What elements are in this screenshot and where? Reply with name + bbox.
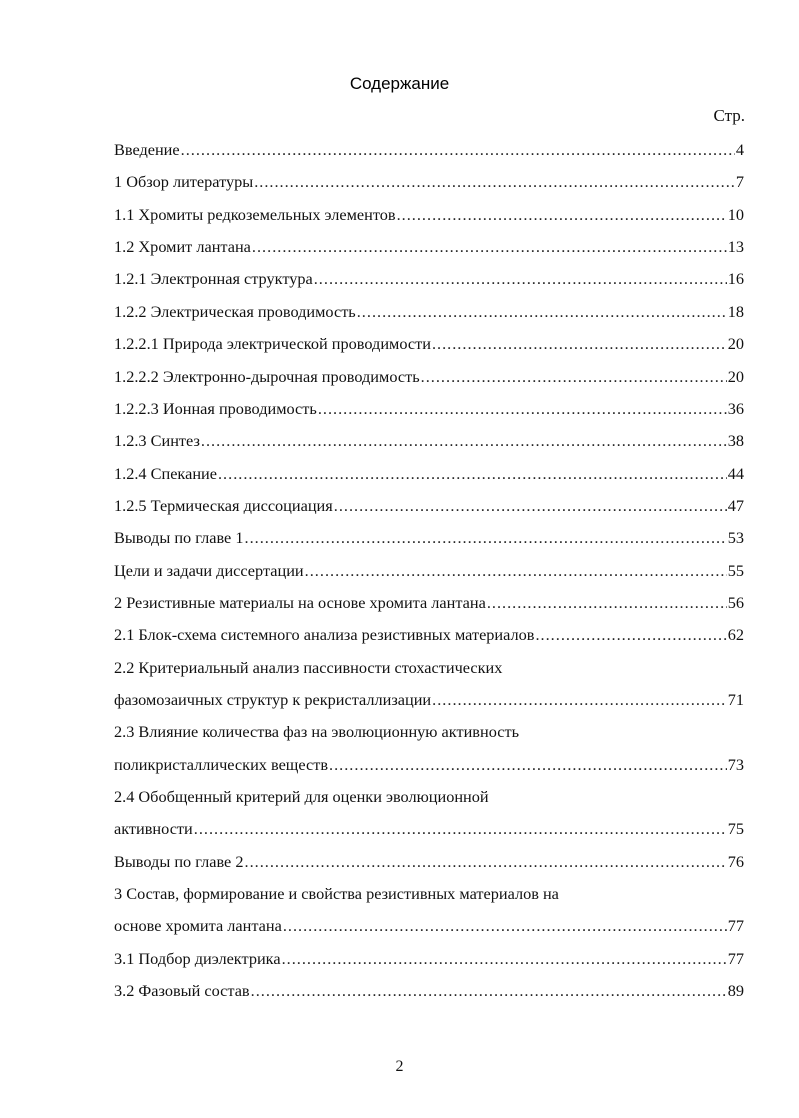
toc-leader-dots <box>314 269 727 289</box>
toc-entry-page: 36 <box>727 398 744 418</box>
toc-entry <box>114 496 744 518</box>
toc-entry <box>114 172 744 194</box>
toc-entry-title: 1.2.2 Электрическая проводимость <box>114 301 356 321</box>
toc-entry <box>114 561 744 583</box>
toc-entry-page: 77 <box>727 948 744 968</box>
toc-entry-title: 2 Резистивные материалы на основе хромита лантана <box>114 592 486 612</box>
toc-entry-page: 56 <box>727 592 744 612</box>
page-column-label: Стр. <box>713 106 745 125</box>
toc-entry-title: 3.2 Фазовый состав <box>114 981 250 1001</box>
toc-leader-dots <box>329 755 727 775</box>
toc-leader-dots <box>318 399 727 419</box>
toc-entry-title: поликристаллических веществ <box>114 754 329 774</box>
toc-entry-title: Цели и задачи диссертации <box>114 560 304 580</box>
toc-entry <box>114 237 744 259</box>
page-number: 2 <box>395 1058 404 1075</box>
toc-leader-dots <box>245 852 727 872</box>
toc-leader-dots <box>535 625 726 645</box>
toc-entry-page: 44 <box>727 463 744 483</box>
toc-entry-page: 53 <box>727 528 744 548</box>
toc-entry-title: 1.2.1 Электронная структура <box>114 269 313 289</box>
toc-entry-title: 1.2.2.1 Природа электрической проводимости <box>114 334 431 354</box>
toc-entry <box>114 269 744 291</box>
toc-entry-title: 1.2.2.2 Электронно-дырочная проводимость <box>114 366 420 386</box>
toc-entry-title: 2.4 Обобщенный критерий для оценки эволюционной <box>114 787 489 806</box>
toc-entry <box>114 787 744 809</box>
toc-entry <box>114 140 744 162</box>
toc-entry-page: 73 <box>727 754 744 774</box>
toc-entry <box>114 690 744 712</box>
toc-entry-page: 89 <box>727 981 744 1001</box>
toc-entry <box>114 367 744 389</box>
toc-entry <box>114 722 744 744</box>
toc-entry-page: 38 <box>727 431 744 451</box>
toc-leader-dots <box>397 205 727 225</box>
toc-leader-dots <box>245 528 727 548</box>
toc-leader-dots <box>251 981 727 1001</box>
toc-entry <box>114 593 744 615</box>
toc-entry-page: 20 <box>727 366 744 386</box>
toc-entry <box>114 755 744 777</box>
toc-entry-title: фазомозаичных структур к рекристаллизации <box>114 690 432 709</box>
toc-entry-page: 71 <box>727 690 744 709</box>
toc-entry-title: 2.2 Критериальный анализ пассивности стохастических <box>114 657 503 677</box>
toc-leader-dots <box>282 949 727 969</box>
toc-entry-page: 76 <box>727 851 744 871</box>
toc-entry <box>114 625 744 647</box>
toc-entry <box>114 302 744 324</box>
toc-entry-page: 7 <box>735 172 744 192</box>
toc-entry <box>114 658 744 680</box>
toc-entry <box>114 916 744 938</box>
toc-leader-dots <box>487 593 727 613</box>
toc-entry <box>114 528 744 550</box>
toc-entry <box>114 852 744 874</box>
toc-entry <box>114 464 744 486</box>
toc-entry-page: 47 <box>727 495 744 515</box>
toc-entry-title: 2.1 Блок-схема системного анализа резистивных материалов <box>114 625 535 645</box>
toc-entry-page: 18 <box>727 301 744 321</box>
toc-leader-dots <box>357 302 727 322</box>
page-title: Содержание <box>349 74 450 93</box>
toc-entry-page: 77 <box>727 916 744 936</box>
toc-entry <box>114 399 744 421</box>
toc-entry-page: 13 <box>727 237 744 257</box>
toc-entry-title: активности <box>114 819 193 839</box>
toc-leader-dots <box>283 916 727 936</box>
toc-entry-title: Выводы по главе 1 <box>114 528 244 548</box>
toc-entry <box>114 431 744 453</box>
toc-entry-page: 16 <box>727 269 744 289</box>
toc-leader-dots <box>305 561 727 581</box>
toc-entry-page: 20 <box>727 334 744 354</box>
toc-entry-title: 1.2.3 Синтез <box>114 431 200 451</box>
toc-entry <box>114 949 744 971</box>
toc-entry-page: 55 <box>727 560 744 580</box>
toc-entry-title: 3 Состав, формирование и свойства резистивных материалов на <box>114 884 559 904</box>
toc-entry-title: 1.2 Хромит лантана <box>114 237 251 257</box>
toc-entry-title: 1.2.2.3 Ионная проводимость <box>114 398 317 418</box>
toc-entry <box>114 981 744 1003</box>
toc-entry-page: 75 <box>727 819 744 839</box>
toc-entry <box>114 334 744 356</box>
toc-leader-dots <box>194 819 727 839</box>
toc-leader-dots <box>421 367 727 387</box>
toc-entry-page: 10 <box>727 204 744 224</box>
toc-entry-title: 2.3 Влияние количества фаз на эволюционную активность <box>114 722 520 742</box>
toc-entry-title: 1.2.5 Термическая диссоциация <box>114 495 333 515</box>
toc-leader-dots <box>334 496 727 516</box>
toc-leader-dots <box>254 172 735 192</box>
toc-entry-title: Введение <box>114 140 180 159</box>
toc-leader-dots <box>218 464 727 484</box>
toc-leader-dots <box>181 140 735 160</box>
toc-entry-title: основе хромита лантана <box>114 916 282 936</box>
toc-entry <box>114 819 744 841</box>
toc-entry-title: 1.1 Хромиты редкоземельных элементов <box>114 204 396 224</box>
toc-entry-title: 1.2.4 Спекание <box>114 463 217 483</box>
toc-entry-page: 62 <box>727 625 744 645</box>
toc-entry <box>114 205 744 227</box>
toc-entry-page: 4 <box>735 140 744 159</box>
toc-leader-dots <box>252 237 727 257</box>
toc-entry <box>114 884 744 906</box>
toc-entry-title: Выводы по главе 2 <box>114 851 244 871</box>
toc-leader-dots <box>432 334 727 354</box>
toc-entry-title: 3.1 Подбор диэлектрика <box>114 948 281 968</box>
toc-entry-title: 1 Обзор литературы <box>114 172 254 192</box>
toc-leader-dots <box>201 431 727 451</box>
toc-leader-dots <box>432 690 727 710</box>
